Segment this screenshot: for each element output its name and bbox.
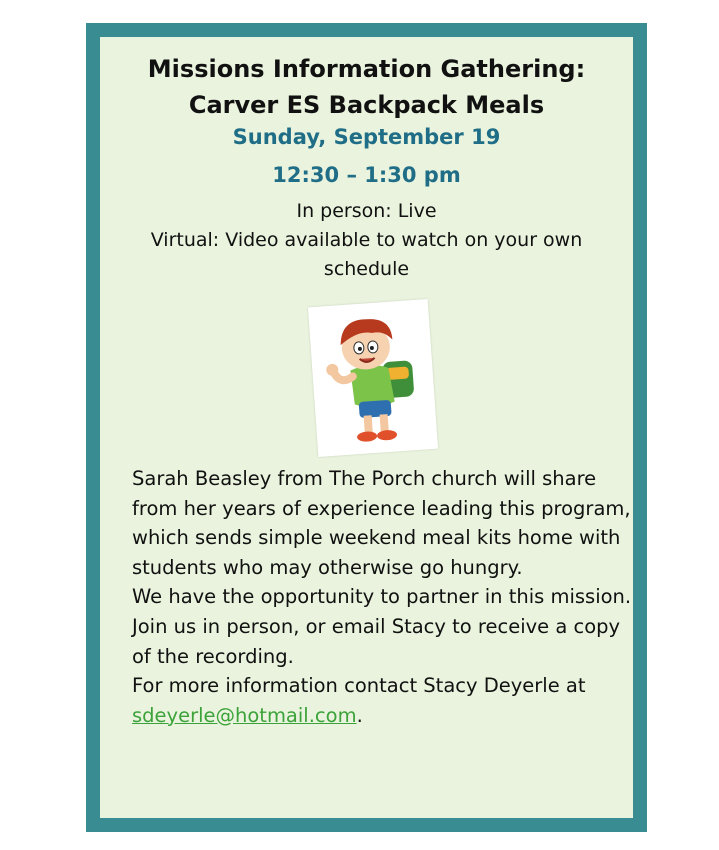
paragraph: Sarah Beasley from The Porch church will share from her years of experience leading this program, which sends simple weekend meal kits home with students who may otherwise go hungry. (132, 467, 631, 579)
flyer-panel (100, 37, 633, 818)
email-link[interactable]: sdeyerle@hotmail.com (132, 703, 357, 727)
contact-suffix: . (356, 703, 363, 727)
title-line-1: Missions Information Gathering: (147, 55, 586, 83)
contact-prefix: For more information contact Stacy Deyerle at (132, 674, 586, 698)
virtual-note: Virtual: Video available to watch on your own schedule (150, 229, 583, 280)
paragraph: Join us in person, or email Stacy to receive a copy of the recording. (132, 614, 621, 668)
boy-with-backpack-icon (308, 299, 438, 457)
contact-paragraph (132, 671, 632, 730)
flyer-body (132, 464, 632, 730)
flyer-border (86, 23, 647, 832)
title-line-2: Carver ES Backpack Meals (188, 91, 545, 119)
event-time: 12:30 – 1:30 pm (272, 163, 461, 187)
event-date: Sunday, September 19 (232, 125, 501, 149)
in-person-note: In person: Live (296, 200, 437, 222)
paragraph: We have the opportunity to partner in this mission. (132, 585, 632, 609)
